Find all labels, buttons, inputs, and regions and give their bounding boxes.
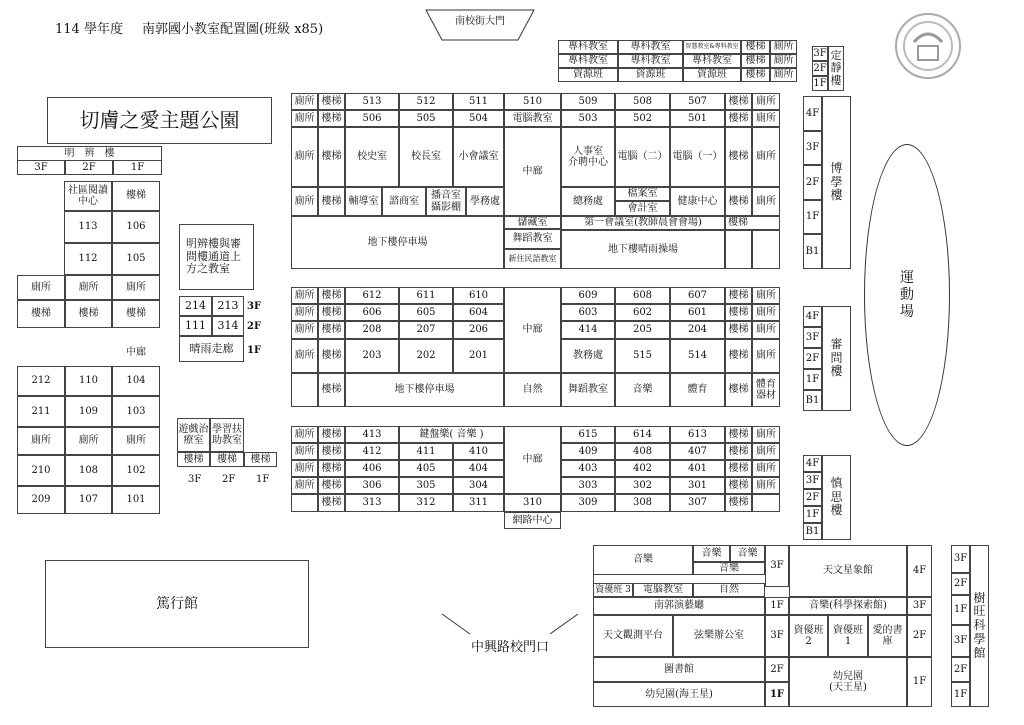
kindergarten-neptune: 幼兒園(海王星) bbox=[593, 682, 765, 707]
room-201: 201 bbox=[453, 339, 504, 373]
floor-2f: 2F bbox=[247, 321, 262, 332]
room-505: 505 bbox=[399, 110, 453, 127]
stairs: 樓梯 bbox=[318, 443, 345, 460]
floor-3f: 3F bbox=[951, 545, 970, 573]
stairs: 樓梯 bbox=[318, 373, 345, 407]
room-607: 607 bbox=[670, 287, 725, 304]
love-book-library: 愛的書 庫 bbox=[868, 615, 907, 657]
toilet: 廁所 bbox=[752, 304, 780, 321]
room-209: 209 bbox=[17, 486, 65, 514]
toilet: 廁所 bbox=[752, 426, 780, 443]
room-504: 504 bbox=[453, 110, 504, 127]
toilet: 廁所 bbox=[112, 275, 160, 300]
toilet: 廁所 bbox=[17, 427, 65, 455]
room-615: 615 bbox=[561, 426, 615, 443]
room-213: 213 bbox=[212, 296, 244, 316]
room-612: 612 bbox=[345, 287, 399, 304]
corridor: 中廊 bbox=[504, 426, 561, 494]
room-103: 103 bbox=[112, 396, 160, 427]
floor-4f: 4F bbox=[803, 455, 822, 472]
library: 圖書館 bbox=[593, 657, 765, 682]
stairs: 樓梯 bbox=[177, 452, 210, 467]
floor-3f: 3F bbox=[803, 472, 822, 489]
stairs: 樓梯 bbox=[725, 373, 752, 407]
music-room: 音樂 bbox=[693, 545, 730, 562]
stairs: 樓梯 bbox=[725, 93, 752, 110]
toilet: 廁所 bbox=[291, 187, 318, 216]
south-gate-label: 南校街大門 bbox=[455, 16, 505, 27]
room-211: 211 bbox=[17, 396, 65, 427]
room-413: 413 bbox=[345, 426, 399, 443]
corridor: 中廊 bbox=[504, 287, 561, 373]
stairs: 樓梯 bbox=[210, 452, 244, 467]
floor-1f: 1F bbox=[803, 506, 822, 523]
stairs: 樓梯 bbox=[725, 187, 752, 216]
corridor: 中廊 bbox=[504, 127, 561, 216]
room-204: 204 bbox=[670, 321, 725, 339]
room-606: 606 bbox=[345, 304, 399, 321]
room-cell: 校長室 bbox=[399, 127, 453, 187]
floor-1f: 1F bbox=[803, 200, 822, 235]
stairs: 樓梯 bbox=[725, 460, 752, 477]
room-609: 609 bbox=[561, 287, 615, 304]
room-604: 604 bbox=[453, 304, 504, 321]
room-207: 207 bbox=[399, 321, 453, 339]
floor-3f: 3F bbox=[17, 160, 65, 175]
toilet: 廁所 bbox=[770, 40, 797, 54]
north-gate-label: 中興路校門口 bbox=[470, 640, 549, 655]
room-602: 602 bbox=[615, 304, 670, 321]
floor-3f: 3F bbox=[803, 327, 822, 348]
room-412: 412 bbox=[345, 443, 399, 460]
room-112: 112 bbox=[64, 243, 112, 275]
room-cell: 音樂 bbox=[615, 373, 670, 407]
room-303: 303 bbox=[561, 477, 615, 494]
room-302: 302 bbox=[615, 477, 670, 494]
room-510: 510 bbox=[504, 93, 561, 110]
room-514: 514 bbox=[670, 339, 725, 373]
floor-b1: B1 bbox=[803, 234, 822, 269]
floor-3f: 3F bbox=[765, 545, 789, 587]
room-410: 410 bbox=[453, 443, 504, 460]
school-logo bbox=[894, 12, 962, 80]
room-cell: 體育 bbox=[670, 373, 725, 407]
room-614: 614 bbox=[615, 426, 670, 443]
room-107: 107 bbox=[65, 486, 112, 514]
resource-class: 資源班 bbox=[618, 68, 683, 82]
stairwell-space bbox=[725, 230, 752, 269]
stairs: 樓梯 bbox=[725, 494, 752, 512]
toilet: 廁所 bbox=[752, 187, 780, 216]
floor-3f: 3F bbox=[765, 615, 789, 657]
toilet: 廁所 bbox=[291, 287, 318, 304]
game-therapy-room: 遊戲治 療室 bbox=[177, 418, 210, 452]
specialist-room: 專科教室 bbox=[558, 40, 618, 54]
room-212: 212 bbox=[17, 366, 65, 396]
toilet: 廁所 bbox=[752, 460, 780, 477]
stairs: 樓梯 bbox=[725, 443, 752, 460]
floor-1f: 1F bbox=[907, 657, 932, 707]
stairs: 樓梯 bbox=[318, 287, 345, 304]
floor-1f: 1F bbox=[812, 76, 828, 91]
community-reading: 社區閱讀 中心 bbox=[64, 181, 112, 211]
floor-2f: 2F bbox=[951, 573, 970, 595]
stairs: 樓梯 bbox=[725, 216, 780, 230]
stairs: 樓梯 bbox=[318, 110, 345, 127]
boxue-building: 博 學 樓 bbox=[822, 96, 851, 269]
meeting-room: 第一會議室(教師晨會會場) bbox=[561, 216, 725, 230]
room-404: 404 bbox=[453, 460, 504, 477]
toilet: 廁所 bbox=[752, 93, 780, 110]
stairs: 樓梯 bbox=[725, 110, 752, 127]
stairs: 樓梯 bbox=[318, 304, 345, 321]
floor-1f: 1F bbox=[765, 597, 789, 615]
nanguo-theater: 南郭演藝廳 bbox=[593, 597, 765, 615]
stairs: 樓梯 bbox=[725, 304, 752, 321]
room-206: 206 bbox=[453, 321, 504, 339]
stairs: 樓梯 bbox=[112, 181, 160, 211]
stairs: 樓梯 bbox=[725, 287, 752, 304]
room-cell: 學務處 bbox=[466, 187, 504, 216]
stairs: 樓梯 bbox=[318, 477, 345, 494]
toilet: 廁所 bbox=[291, 93, 318, 110]
room-cell: 檔案室 bbox=[615, 187, 670, 201]
room-311: 311 bbox=[453, 494, 504, 512]
floor-2f: 2F bbox=[951, 657, 970, 682]
room-205: 205 bbox=[615, 321, 670, 339]
room-cell: 小會議室 bbox=[453, 127, 504, 187]
room-111: 111 bbox=[179, 316, 212, 336]
room-608: 608 bbox=[615, 287, 670, 304]
room-613: 613 bbox=[670, 426, 725, 443]
rainy-playground: 地下樓晴雨操場 bbox=[561, 230, 725, 269]
duxing-hall: 篤行館 bbox=[45, 560, 309, 648]
floor-b1: B1 bbox=[803, 523, 822, 540]
toilet: 廁所 bbox=[291, 321, 318, 339]
toilet: 廁所 bbox=[291, 460, 318, 477]
floor-3f: 3F bbox=[247, 301, 262, 312]
room-512: 512 bbox=[399, 93, 453, 110]
observatory-platform: 天文觀測平台 bbox=[593, 615, 673, 657]
stairs: 樓梯 bbox=[244, 452, 277, 467]
room-307: 307 bbox=[670, 494, 725, 512]
room-601: 601 bbox=[670, 304, 725, 321]
stairs: 樓梯 bbox=[725, 426, 752, 443]
floor-2f: 2F bbox=[803, 165, 822, 200]
toilet: 廁所 bbox=[291, 304, 318, 321]
floor-3f: 3F bbox=[803, 131, 822, 166]
computer-room: 電腦教室 bbox=[633, 583, 693, 597]
room-cell bbox=[752, 230, 780, 269]
rainy-corridor: 晴雨走廊 bbox=[179, 336, 244, 362]
floor-3f: 3F bbox=[951, 625, 970, 657]
room-cell: 自然 bbox=[504, 373, 561, 407]
specialist-room: 專科教室 bbox=[618, 40, 683, 54]
new-resident-language-room: 新住民語教室 bbox=[504, 249, 561, 269]
room-cell: 電腦（二） bbox=[615, 127, 670, 187]
room-202: 202 bbox=[399, 339, 453, 373]
astronomy-hall: 天文星象館 bbox=[789, 545, 907, 597]
room-313: 313 bbox=[345, 494, 399, 512]
toilet: 廁所 bbox=[291, 110, 318, 127]
shenwen-building: 審 問 樓 bbox=[822, 306, 851, 411]
floor-4f: 4F bbox=[803, 306, 822, 327]
mingbian-label: 明 辨 樓 bbox=[17, 146, 162, 161]
stairs: 樓梯 bbox=[725, 477, 752, 494]
resource-class: 資源班 bbox=[558, 68, 618, 82]
room-104: 104 bbox=[112, 366, 160, 396]
room-308: 308 bbox=[615, 494, 670, 512]
room-312: 312 bbox=[399, 494, 453, 512]
shuwang-science-hall: 樹 旺 科 學 館 bbox=[970, 545, 989, 707]
specialist-room: 專科教室 bbox=[558, 54, 618, 68]
toilet: 廁所 bbox=[752, 127, 780, 187]
room-cell bbox=[291, 373, 318, 407]
room-408: 408 bbox=[615, 443, 670, 460]
toilet: 廁所 bbox=[291, 339, 318, 373]
room-411: 411 bbox=[399, 443, 453, 460]
toilet: 廁所 bbox=[752, 339, 780, 373]
room-cell: 校史室 bbox=[345, 127, 399, 187]
floor-3f: 3F bbox=[188, 474, 202, 485]
stairs: 樓梯 bbox=[112, 300, 160, 328]
stairs: 樓梯 bbox=[318, 127, 345, 187]
floor-2f: 2F bbox=[222, 474, 236, 485]
toilet: 廁所 bbox=[770, 68, 797, 82]
room-cell: 人事室 介聘中心 bbox=[561, 127, 615, 187]
floor-b1: B1 bbox=[803, 390, 822, 411]
room-cell: 輔導室 bbox=[345, 187, 382, 216]
room-407: 407 bbox=[670, 443, 725, 460]
stairs: 樓梯 bbox=[318, 494, 345, 512]
toilet: 廁所 bbox=[65, 275, 112, 300]
room-502: 502 bbox=[615, 110, 670, 127]
room-cell: 鍵盤樂( 音樂 ) bbox=[399, 426, 504, 443]
gifted-class-2: 資優班 2 bbox=[789, 615, 828, 657]
toilet: 廁所 bbox=[752, 110, 780, 127]
room-210: 210 bbox=[17, 455, 65, 486]
floor-2f: 2F bbox=[907, 615, 932, 657]
room-cell: 教務處 bbox=[561, 339, 615, 373]
stairs: 樓梯 bbox=[318, 339, 345, 373]
gifted-class-3: 資優班 3 bbox=[593, 583, 633, 597]
toilet: 廁所 bbox=[291, 443, 318, 460]
floor-1f: 1F bbox=[951, 595, 970, 625]
toilet: 廁所 bbox=[752, 443, 780, 460]
corridor: 中廊 bbox=[112, 340, 160, 365]
room-214: 214 bbox=[179, 296, 212, 316]
room-310: 310 bbox=[504, 494, 561, 512]
toilet: 廁所 bbox=[291, 477, 318, 494]
room-401: 401 bbox=[670, 460, 725, 477]
specialist-room: 專科教室 bbox=[683, 54, 741, 68]
north-gate-lines bbox=[440, 612, 580, 642]
page-title: 南郭國小教室配置圖(班級 x85) bbox=[142, 22, 324, 37]
science-exploration-music: 音樂(科學探索館) bbox=[789, 597, 907, 615]
dingjing-building: 定 靜 樓 bbox=[828, 46, 844, 91]
room-414: 414 bbox=[561, 321, 615, 339]
room-cell bbox=[291, 494, 318, 512]
stairs: 樓梯 bbox=[318, 187, 345, 216]
room-cell: 總務處 bbox=[561, 187, 615, 216]
stairs: 樓梯 bbox=[725, 339, 752, 373]
room-cell bbox=[752, 494, 780, 512]
room-409: 409 bbox=[561, 443, 615, 460]
room-cell: 諮商室 bbox=[382, 187, 426, 216]
park-label: 切膚之愛主題公園 bbox=[47, 97, 272, 144]
toilet: 廁所 bbox=[752, 477, 780, 494]
room-305: 305 bbox=[399, 477, 453, 494]
room-605: 605 bbox=[399, 304, 453, 321]
room-106: 106 bbox=[112, 211, 160, 243]
underground-parking: 地下樓停車場 bbox=[291, 216, 504, 269]
passage-note: 明辨樓與審 問樓通道上 方之教室 bbox=[179, 224, 254, 290]
toilet: 廁所 bbox=[752, 321, 780, 339]
room-109: 109 bbox=[65, 396, 112, 427]
stairs: 樓梯 bbox=[741, 40, 770, 54]
smart-classroom: 智慧教室&專科教室 bbox=[683, 40, 741, 54]
room-513: 513 bbox=[345, 93, 399, 110]
stairs: 樓梯 bbox=[318, 321, 345, 339]
stairs: 樓梯 bbox=[318, 93, 345, 110]
room-113: 113 bbox=[64, 211, 112, 243]
room-603: 603 bbox=[561, 304, 615, 321]
storage-room: 儲藏室 bbox=[504, 216, 561, 229]
toilet: 廁所 bbox=[65, 427, 112, 455]
floor-4f: 4F bbox=[803, 96, 822, 131]
gifted-class-1: 資優班 1 bbox=[828, 615, 868, 657]
room-610: 610 bbox=[453, 287, 504, 304]
room-203: 203 bbox=[345, 339, 399, 373]
floor-2f: 2F bbox=[803, 489, 822, 506]
room-208: 208 bbox=[345, 321, 399, 339]
room-105: 105 bbox=[112, 243, 160, 275]
floor-1f: 1F bbox=[951, 682, 970, 707]
stairs: 樓梯 bbox=[725, 321, 752, 339]
network-center: 網路中心 bbox=[504, 512, 561, 529]
room-403: 403 bbox=[561, 460, 615, 477]
stairs: 樓梯 bbox=[318, 426, 345, 443]
room-108: 108 bbox=[65, 455, 112, 486]
toilet: 廁所 bbox=[291, 426, 318, 443]
room-304: 304 bbox=[453, 477, 504, 494]
room-402: 402 bbox=[615, 460, 670, 477]
room-611: 611 bbox=[399, 287, 453, 304]
room-309: 309 bbox=[561, 494, 615, 512]
floor-4f: 4F bbox=[907, 545, 932, 597]
stairs: 樓梯 bbox=[65, 300, 112, 328]
floor-2f: 2F bbox=[803, 348, 822, 369]
toilet: 廁所 bbox=[17, 275, 65, 300]
room-301: 301 bbox=[670, 477, 725, 494]
strings-office: 弦樂辦公室 bbox=[673, 615, 765, 657]
room-506: 506 bbox=[345, 110, 399, 127]
music-room: 音樂 bbox=[693, 562, 765, 575]
playground-label: 運 動 場 bbox=[900, 270, 914, 320]
room-110: 110 bbox=[65, 366, 112, 396]
floor-1f: 1F bbox=[113, 160, 162, 175]
toilet: 廁所 bbox=[112, 427, 160, 455]
kindergarten-uranus: 幼兒園 (天王星) bbox=[789, 657, 907, 707]
floor-2f: 2F bbox=[765, 657, 789, 682]
room-cell: 體育 器材 bbox=[752, 373, 780, 407]
floor-1f: 1F bbox=[803, 369, 822, 390]
room-cell: 地下樓停車場 bbox=[345, 373, 504, 407]
room-503: 503 bbox=[561, 110, 615, 127]
stairs: 樓梯 bbox=[741, 54, 770, 68]
school-year: 114 學年度 bbox=[55, 22, 123, 37]
stairs: 樓梯 bbox=[741, 68, 770, 82]
room-511: 511 bbox=[453, 93, 504, 110]
nature-room: 自然 bbox=[693, 583, 765, 597]
stairs: 樓梯 bbox=[318, 460, 345, 477]
room-501: 501 bbox=[670, 110, 725, 127]
floor-3f: 3F bbox=[812, 46, 828, 61]
toilet: 廁所 bbox=[752, 287, 780, 304]
room-306: 306 bbox=[345, 477, 399, 494]
room-cell: 電腦（一） bbox=[670, 127, 725, 187]
room-405: 405 bbox=[399, 460, 453, 477]
floor-3f: 3F bbox=[907, 597, 932, 615]
room-cell: 會計室 bbox=[615, 201, 670, 216]
room-314: 314 bbox=[212, 316, 244, 336]
floor-1f: 1F bbox=[765, 682, 789, 707]
dance-room: 舞蹈教室 bbox=[504, 229, 561, 249]
floor-1f: 1F bbox=[247, 345, 262, 356]
room-cell: 舞蹈教室 bbox=[561, 373, 615, 407]
shensi-building: 慎 思 樓 bbox=[822, 455, 851, 540]
room-508: 508 bbox=[615, 93, 670, 110]
toilet: 廁所 bbox=[291, 127, 318, 187]
music-room: 音樂 bbox=[593, 545, 693, 575]
room-507: 507 bbox=[670, 93, 725, 110]
floor-1f: 1F bbox=[256, 474, 270, 485]
room-509: 509 bbox=[561, 93, 615, 110]
music-room: 音樂 bbox=[730, 545, 765, 562]
resource-class: 資源班 bbox=[683, 68, 741, 82]
room-406: 406 bbox=[345, 460, 399, 477]
specialist-room: 專科教室 bbox=[618, 54, 683, 68]
room-102: 102 bbox=[112, 455, 160, 486]
learning-support-room: 學習扶 助教室 bbox=[210, 418, 244, 452]
stairs: 樓梯 bbox=[725, 127, 752, 187]
room-cell: 播音室 攝影棚 bbox=[426, 187, 466, 216]
floor-2f: 2F bbox=[65, 160, 113, 175]
floor-2f: 2F bbox=[812, 61, 828, 76]
toilet: 廁所 bbox=[770, 54, 797, 68]
room-cell: 電腦教室 bbox=[504, 110, 561, 127]
stairs: 樓梯 bbox=[17, 300, 65, 328]
room-101: 101 bbox=[112, 486, 160, 514]
room-cell: 健康中心 bbox=[670, 187, 725, 216]
room-515: 515 bbox=[615, 339, 670, 373]
